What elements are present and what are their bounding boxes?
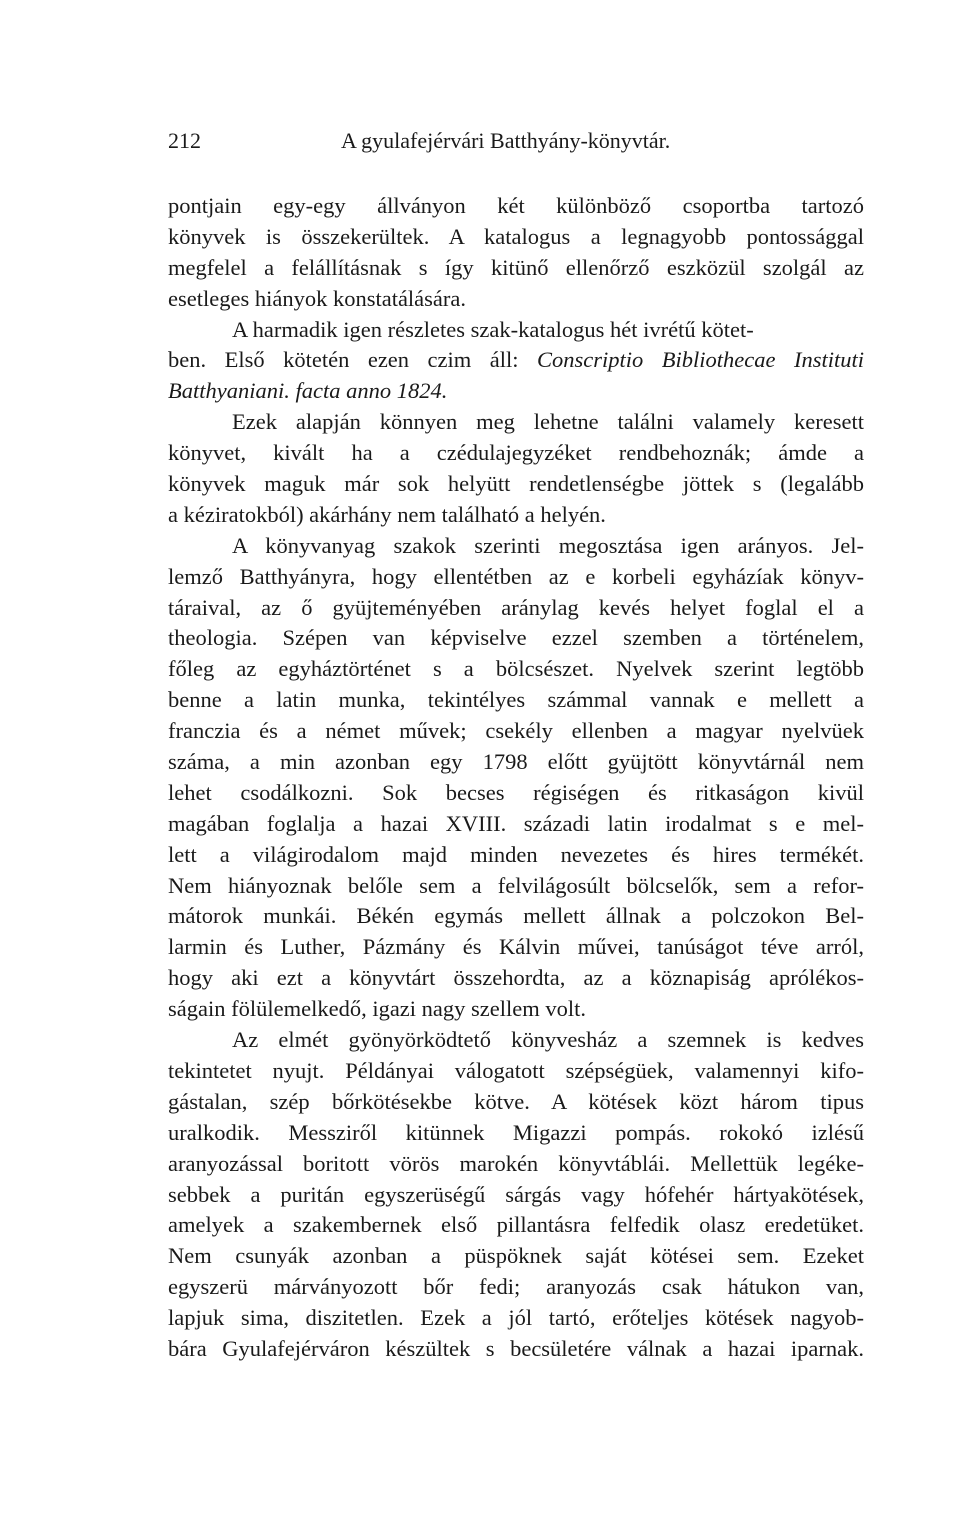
text-line	[168, 593, 864, 624]
page-number: 212	[168, 128, 201, 153]
text-line	[168, 1272, 864, 1303]
text-line	[168, 994, 864, 1025]
text-line-roman: a kéziratokból) akárhány nem található a helyén.	[168, 501, 606, 527]
text-line-roman: ben. Első kötetén ezen czim áll:	[168, 347, 538, 373]
text-line-roman: lehet csodálkozni. Sok becses régiségen és ritkaságon kivül	[168, 779, 864, 805]
text-line-roman: lett a világirodalom majd minden nevezetes és hires termékét.	[168, 841, 864, 867]
text-line	[168, 469, 864, 500]
text-line-roman: könyvek is összekerültek. A katalogus a legnagyobb pontossággal	[168, 223, 864, 249]
text-line-roman: gástalan, szép bőrkötésekbe kötve. A kötések közt három tipus	[168, 1088, 864, 1114]
text-line	[168, 932, 864, 963]
text-line-roman: Nem csunyák azonban a püspöknek saját kötései sem. Ezeket	[168, 1243, 864, 1269]
text-line	[168, 963, 864, 994]
text-line-roman: lemző Batthyányra, hogy ellentétben az e korbeli egyházíak könyv-	[168, 563, 864, 589]
text-line	[168, 1180, 864, 1211]
text-line-roman: uralkodik. Messziről kitünnek Migazzi pompás. rokokó izlésű	[168, 1119, 864, 1145]
text-line	[168, 623, 864, 654]
text-line-roman: főleg az egyháztörténet s a bölcsészet. Nyelvek szerint legtöbb	[168, 656, 864, 682]
text-line-roman: Nem hiányoznak belőle sem a felvilágosúlt bölcselők, sem a refor-	[168, 872, 864, 898]
text-line-italic: Conscriptio Bibliothecae Instituti	[537, 347, 864, 373]
text-line-roman: hogy aki ezt a könyvtárt összehordta, az a köznapiság aprólékos-	[168, 965, 864, 991]
text-line-roman: aranyozással boritott vörös marokén könyvtáblái. Mellettük legéke-	[168, 1150, 864, 1176]
text-line	[168, 1149, 864, 1180]
text-line	[168, 1087, 864, 1118]
text-line-roman: ságain fölülemelkedő, igazi nagy szellem volt.	[168, 996, 586, 1022]
text-line-roman: pontjain egy-egy állványon két különböző csoportba tartozó	[168, 193, 864, 218]
running-title: A gyulafejérvári Batthyány-könyvtár.	[341, 128, 671, 153]
text-line	[168, 716, 864, 747]
text-line	[168, 1334, 864, 1365]
text-line	[168, 500, 864, 531]
text-line	[168, 315, 864, 346]
text-line-roman: benne a latin munka, tekintélyes számmal vannak e mellett a	[168, 687, 864, 713]
text-line-roman: A könyvanyag szakok szerinti megosztása igen arányos. Jel-	[232, 532, 864, 558]
text-line	[168, 1241, 864, 1272]
text-line-roman: lapjuk sima, diszitetlen. Ezek a jól tartó, erőteljes kötések nagyob-	[168, 1305, 864, 1331]
text-line	[168, 376, 864, 407]
text-line	[168, 438, 864, 469]
text-line-roman: Az elmét gyönyörködtető könyvesház a szemnek is kedves	[232, 1027, 864, 1053]
text-line	[168, 1118, 864, 1149]
text-line	[168, 562, 864, 593]
text-line-roman: magában foglalja a hazai XVIII. századi latin irodalmat s e mel-	[168, 810, 864, 836]
text-line	[168, 871, 864, 902]
text-line	[168, 1056, 864, 1087]
text-line-roman: sebbek a puritán egyszerüségű sárgás vagy hófehér hártyakötések,	[168, 1181, 864, 1207]
text-line-roman: egyszerü márványozott bőr fedi; aranyozás csak hátukon van,	[168, 1274, 864, 1300]
text-line	[168, 407, 864, 438]
text-line-roman: könyvek maguk már sok helyütt rendetlenségbe jöttek s (legalább	[168, 471, 864, 497]
text-line-roman: tekintetet nyujt. Példányai válogatott szépségüek, valamennyi kifo-	[168, 1057, 864, 1083]
text-line-roman: táraival, az ő gyüjteményében aránylag kevés helyet foglal el a	[168, 594, 864, 620]
text-line-roman: franczia és a német művek; csekély ellenben a magyar nyelvüek	[168, 718, 864, 744]
text-line-roman: amelyek a szakembernek első pillantásra felfedik olasz eredetüket.	[168, 1212, 864, 1238]
text-line	[168, 778, 864, 809]
text-line	[168, 191, 864, 222]
text-line	[168, 345, 864, 376]
text-line	[168, 1303, 864, 1334]
text-line	[168, 809, 864, 840]
text-line	[168, 747, 864, 778]
text-line	[168, 901, 864, 932]
text-line	[168, 253, 864, 284]
text-line-roman: bára Gyulafejérváron készültek s becsületére válnak a hazai iparnak.	[168, 1335, 864, 1361]
text-line-roman: száma, a min azonban egy 1798 előtt gyüjtött könyvtárnál nem	[168, 749, 864, 775]
text-line	[168, 222, 864, 253]
body-text	[168, 191, 864, 1365]
text-line-roman: A harmadik igen részletes szak-katalogus hét ivrétű kötet-	[232, 316, 754, 342]
page-header	[168, 128, 868, 160]
text-line-italic: Batthyaniani. facta anno 1824.	[168, 378, 448, 404]
text-line-roman: larmin és Luther, Pázmány és Kálvin művei, tanúságot téve arról,	[168, 934, 864, 960]
text-line	[168, 284, 864, 315]
text-line	[168, 840, 864, 871]
text-line-roman: Ezek alapján könnyen meg lehetne találni valamely keresett	[232, 409, 864, 435]
text-line	[168, 1210, 864, 1241]
text-line-roman: megfelel a felállításnak s így kitünő ellenőrző eszközül szolgál az	[168, 254, 864, 280]
text-line	[168, 654, 864, 685]
text-line-roman: esetleges hiányok konstatálására.	[168, 285, 467, 311]
text-line	[168, 1025, 864, 1056]
text-line-roman: könyvet, kivált ha a czédulajegyzéket rendbehoznák; ámde a	[168, 440, 864, 466]
text-line	[168, 685, 864, 716]
text-line	[168, 531, 864, 562]
text-line-roman: theologia. Szépen van képviselve ezzel szemben a történelem,	[168, 625, 864, 651]
text-line-roman: mátorok munkái. Békén egymás mellett állnak a polczokon Bel-	[168, 903, 864, 929]
